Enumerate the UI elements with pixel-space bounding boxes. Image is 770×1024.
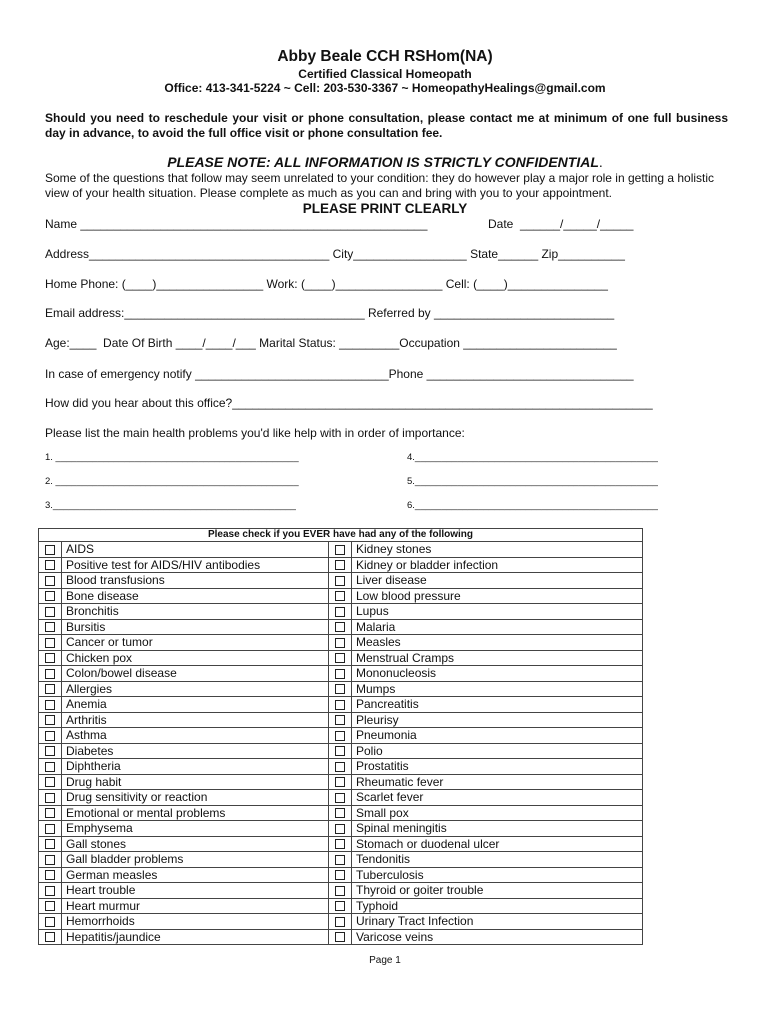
checkbox[interactable] xyxy=(335,808,345,818)
checkbox[interactable] xyxy=(335,545,345,555)
condition-checkbox-cell xyxy=(39,883,62,899)
condition-label: German measles xyxy=(62,867,329,883)
checkbox[interactable] xyxy=(335,901,345,911)
condition-label: Hepatitis/jaundice xyxy=(62,929,329,945)
condition-label: Rheumatic fever xyxy=(352,774,643,790)
checkbox[interactable] xyxy=(335,793,345,803)
condition-checkbox-cell xyxy=(329,697,352,713)
problem-2-field[interactable]: 2. ______________________________________________ xyxy=(45,476,299,487)
condition-checkbox-cell xyxy=(329,774,352,790)
condition-label: Emotional or mental problems xyxy=(62,805,329,821)
condition-label: Mumps xyxy=(352,681,643,697)
condition-label: Pleurisy xyxy=(352,712,643,728)
checkbox[interactable] xyxy=(335,591,345,601)
condition-label: Blood transfusions xyxy=(62,573,329,589)
condition-checkbox-cell xyxy=(39,542,62,558)
checkbox[interactable] xyxy=(335,576,345,586)
checkbox[interactable] xyxy=(45,870,55,880)
condition-checkbox-cell xyxy=(329,542,352,558)
condition-row xyxy=(39,604,643,620)
condition-checkbox-cell xyxy=(39,929,62,945)
condition-checkbox-cell xyxy=(329,852,352,868)
condition-checkbox-cell xyxy=(39,759,62,775)
reschedule-notice: Should you need to reschedule your visit or phone consultation, please contact me at minimum of one full business day in advance, to avoid the full office visit or phone consultation fee. xyxy=(45,111,728,140)
condition-label: Lupus xyxy=(352,604,643,620)
condition-label: Anemia xyxy=(62,697,329,713)
condition-checkbox-cell xyxy=(329,712,352,728)
confidential-note: PLEASE NOTE: ALL INFORMATION IS STRICTLY CONFIDENTIAL. xyxy=(167,154,603,170)
condition-label: Emphysema xyxy=(62,821,329,837)
condition-row xyxy=(39,728,643,744)
email-field[interactable]: Email address:____________________________________ Referred by ___________________________ xyxy=(45,306,615,320)
conditions-checklist xyxy=(38,528,643,945)
condition-checkbox-cell xyxy=(39,821,62,837)
condition-row xyxy=(39,573,643,589)
checkbox[interactable] xyxy=(45,638,55,648)
condition-checkbox-cell xyxy=(329,883,352,899)
condition-checkbox-cell xyxy=(329,929,352,945)
condition-label: Small pox xyxy=(352,805,643,821)
condition-row xyxy=(39,759,643,775)
condition-checkbox-cell xyxy=(329,821,352,837)
condition-checkbox-cell xyxy=(39,697,62,713)
condition-checkbox-cell xyxy=(329,836,352,852)
condition-label: Chicken pox xyxy=(62,650,329,666)
condition-label: Kidney stones xyxy=(352,542,643,558)
checkbox[interactable] xyxy=(335,777,345,787)
condition-label: Allergies xyxy=(62,681,329,697)
condition-checkbox-cell xyxy=(329,759,352,775)
checkbox[interactable] xyxy=(45,560,55,570)
condition-label: AIDS xyxy=(62,542,329,558)
condition-row xyxy=(39,666,643,682)
page-number: Page 1 xyxy=(369,955,401,966)
condition-checkbox-cell xyxy=(329,604,352,620)
date-field[interactable]: Date ______/_____/_____ xyxy=(488,217,634,231)
condition-row xyxy=(39,790,643,806)
condition-label: Diabetes xyxy=(62,743,329,759)
condition-row xyxy=(39,542,643,558)
condition-label: Stomach or duodenal ulcer xyxy=(352,836,643,852)
practitioner-name: Abby Beale CCH RSHom(NA) xyxy=(277,48,493,65)
checkbox[interactable] xyxy=(45,622,55,632)
checkbox[interactable] xyxy=(45,839,55,849)
checkbox[interactable] xyxy=(335,700,345,710)
condition-checkbox-cell xyxy=(329,619,352,635)
condition-row xyxy=(39,929,643,945)
condition-row xyxy=(39,914,643,930)
condition-label: Malaria xyxy=(352,619,643,635)
checkbox[interactable] xyxy=(45,746,55,756)
condition-checkbox-cell xyxy=(39,836,62,852)
condition-checkbox-cell xyxy=(329,588,352,604)
condition-checkbox-cell xyxy=(39,681,62,697)
condition-row xyxy=(39,836,643,852)
condition-label: Prostatitis xyxy=(352,759,643,775)
condition-checkbox-cell xyxy=(39,867,62,883)
checkbox[interactable] xyxy=(45,591,55,601)
problem-3-field[interactable]: 3.______________________________________________ xyxy=(45,500,296,511)
checkbox[interactable] xyxy=(335,653,345,663)
condition-checkbox-cell xyxy=(39,790,62,806)
condition-label: Scarlet fever xyxy=(352,790,643,806)
condition-checkbox-cell xyxy=(329,635,352,651)
condition-row xyxy=(39,821,643,837)
condition-label: Bursitis xyxy=(62,619,329,635)
condition-checkbox-cell xyxy=(39,604,62,620)
condition-checkbox-cell xyxy=(39,650,62,666)
condition-checkbox-cell xyxy=(39,557,62,573)
condition-label: Mononucleosis xyxy=(352,666,643,682)
conditions-header-row xyxy=(39,529,643,542)
checkbox[interactable] xyxy=(45,653,55,663)
checkbox[interactable] xyxy=(335,622,345,632)
condition-checkbox-cell xyxy=(39,619,62,635)
problems-prompt: Please list the main health problems you'd like help with in order of importance: xyxy=(45,426,465,440)
checkbox[interactable] xyxy=(45,855,55,865)
condition-label: Thyroid or goiter trouble xyxy=(352,883,643,899)
checkbox[interactable] xyxy=(335,684,345,694)
checkbox[interactable] xyxy=(45,901,55,911)
checkbox[interactable] xyxy=(335,870,345,880)
condition-checkbox-cell xyxy=(39,588,62,604)
checkbox[interactable] xyxy=(335,762,345,772)
condition-label: Diphtheria xyxy=(62,759,329,775)
condition-row xyxy=(39,867,643,883)
checkbox[interactable] xyxy=(45,793,55,803)
confidential-note-text: PLEASE NOTE: ALL INFORMATION IS STRICTLY CONFIDENTIAL xyxy=(167,154,599,170)
checkbox[interactable] xyxy=(335,932,345,942)
condition-label: Gall bladder problems xyxy=(62,852,329,868)
condition-checkbox-cell xyxy=(329,728,352,744)
condition-label: Bone disease xyxy=(62,588,329,604)
checkbox[interactable] xyxy=(45,917,55,927)
condition-label: Kidney or bladder infection xyxy=(352,557,643,573)
checkbox[interactable] xyxy=(45,700,55,710)
condition-label: Positive test for AIDS/HIV antibodies xyxy=(62,557,329,573)
condition-checkbox-cell xyxy=(329,914,352,930)
checkbox[interactable] xyxy=(45,576,55,586)
condition-checkbox-cell xyxy=(39,573,62,589)
condition-checkbox-cell xyxy=(329,790,352,806)
condition-label: Tuberculosis xyxy=(352,867,643,883)
condition-checkbox-cell xyxy=(329,666,352,682)
emergency-contact-field[interactable]: In case of emergency notify _____________________________Phone _______________________________ xyxy=(45,367,634,381)
condition-row xyxy=(39,557,643,573)
condition-checkbox-cell xyxy=(329,805,352,821)
condition-label: Colon/bowel disease xyxy=(62,666,329,682)
checkbox[interactable] xyxy=(45,684,55,694)
condition-row xyxy=(39,852,643,868)
condition-checkbox-cell xyxy=(329,573,352,589)
problem-5-field[interactable]: 5.______________________________________________ xyxy=(407,476,658,487)
condition-label: Liver disease xyxy=(352,573,643,589)
condition-checkbox-cell xyxy=(39,728,62,744)
condition-label: Arthritis xyxy=(62,712,329,728)
condition-label: Pneumonia xyxy=(352,728,643,744)
condition-row xyxy=(39,697,643,713)
condition-checkbox-cell xyxy=(329,743,352,759)
condition-row xyxy=(39,650,643,666)
checkbox[interactable] xyxy=(45,715,55,725)
condition-checkbox-cell xyxy=(39,774,62,790)
condition-label: Low blood pressure xyxy=(352,588,643,604)
condition-row xyxy=(39,774,643,790)
problem-4-field[interactable]: 4.______________________________________________ xyxy=(407,452,658,463)
condition-label: Typhoid xyxy=(352,898,643,914)
condition-row xyxy=(39,883,643,899)
checkbox[interactable] xyxy=(45,762,55,772)
name-field[interactable]: Name ____________________________________________________ xyxy=(45,217,428,231)
referral-source-field[interactable]: How did you hear about this office?_______________________________________________________________ xyxy=(45,396,653,410)
problem-6-field[interactable]: 6.______________________________________________ xyxy=(407,500,658,511)
condition-label: Varicose veins xyxy=(352,929,643,945)
checkbox[interactable] xyxy=(45,932,55,942)
phone-fields[interactable]: Home Phone: (____)________________ Work: (____)________________ Cell: (____)_______________ xyxy=(45,277,608,291)
checkbox[interactable] xyxy=(335,839,345,849)
contact-line: Office: 413-341-5224 ~ Cell: 203-530-3367 ~ HomeopathyHealings@gmail.com xyxy=(164,81,606,95)
checkbox[interactable] xyxy=(45,777,55,787)
condition-label: Polio xyxy=(352,743,643,759)
condition-row xyxy=(39,898,643,914)
checkbox[interactable] xyxy=(335,638,345,648)
checkbox[interactable] xyxy=(335,746,345,756)
checkbox[interactable] xyxy=(335,917,345,927)
condition-row xyxy=(39,805,643,821)
condition-checkbox-cell xyxy=(329,557,352,573)
condition-label: Gall stones xyxy=(62,836,329,852)
condition-checkbox-cell xyxy=(329,867,352,883)
condition-checkbox-cell xyxy=(329,650,352,666)
condition-checkbox-cell xyxy=(39,805,62,821)
condition-label: Pancreatitis xyxy=(352,697,643,713)
condition-checkbox-cell xyxy=(39,666,62,682)
checkbox[interactable] xyxy=(335,824,345,834)
checkbox[interactable] xyxy=(335,855,345,865)
condition-label: Heart murmur xyxy=(62,898,329,914)
checkbox[interactable] xyxy=(45,824,55,834)
condition-label: Tendonitis xyxy=(352,852,643,868)
condition-label: Asthma xyxy=(62,728,329,744)
condition-label: Measles xyxy=(352,635,643,651)
intro-text: Some of the questions that follow may seem unrelated to your condition: they do however play a major role in getting a holistic view of your health situation. Please complete as much as you can and bring with you to your appointment. xyxy=(45,171,715,200)
condition-row xyxy=(39,681,643,697)
condition-checkbox-cell xyxy=(329,681,352,697)
checkbox[interactable] xyxy=(45,808,55,818)
address-field[interactable]: Address____________________________________ City_________________ State______ Zip__________ xyxy=(45,247,625,261)
checkbox[interactable] xyxy=(335,731,345,741)
checkbox[interactable] xyxy=(45,607,55,617)
checkbox[interactable] xyxy=(335,560,345,570)
condition-checkbox-cell xyxy=(329,898,352,914)
checkbox[interactable] xyxy=(45,545,55,555)
checkbox[interactable] xyxy=(335,669,345,679)
condition-checkbox-cell xyxy=(39,898,62,914)
condition-label: Cancer or tumor xyxy=(62,635,329,651)
condition-label: Bronchitis xyxy=(62,604,329,620)
condition-row xyxy=(39,588,643,604)
checkbox[interactable] xyxy=(45,731,55,741)
condition-label: Drug habit xyxy=(62,774,329,790)
condition-row xyxy=(39,712,643,728)
condition-row xyxy=(39,743,643,759)
condition-row xyxy=(39,619,643,635)
condition-label: Drug sensitivity or reaction xyxy=(62,790,329,806)
credential: Certified Classical Homeopath xyxy=(298,67,472,81)
condition-checkbox-cell xyxy=(39,914,62,930)
condition-label: Urinary Tract Infection xyxy=(352,914,643,930)
condition-checkbox-cell xyxy=(39,712,62,728)
checkbox[interactable] xyxy=(335,715,345,725)
print-clearly-heading: PLEASE PRINT CLEARLY xyxy=(302,201,468,216)
condition-label: Heart trouble xyxy=(62,883,329,899)
age-dob-field[interactable]: Age:____ Date Of Birth ____/____/___ Marital Status: _________Occupation _______________________ xyxy=(45,336,617,350)
condition-checkbox-cell xyxy=(39,852,62,868)
condition-checkbox-cell xyxy=(39,635,62,651)
condition-label: Hemorrhoids xyxy=(62,914,329,930)
checkbox[interactable] xyxy=(335,886,345,896)
checkbox[interactable] xyxy=(335,607,345,617)
condition-label: Menstrual Cramps xyxy=(352,650,643,666)
checkbox[interactable] xyxy=(45,669,55,679)
conditions-header: Please check if you EVER have had any of the following xyxy=(39,529,643,542)
checkbox[interactable] xyxy=(45,886,55,896)
problem-1-field[interactable]: 1. ______________________________________________ xyxy=(45,452,299,463)
condition-label: Spinal meningitis xyxy=(352,821,643,837)
condition-checkbox-cell xyxy=(39,743,62,759)
condition-row xyxy=(39,635,643,651)
